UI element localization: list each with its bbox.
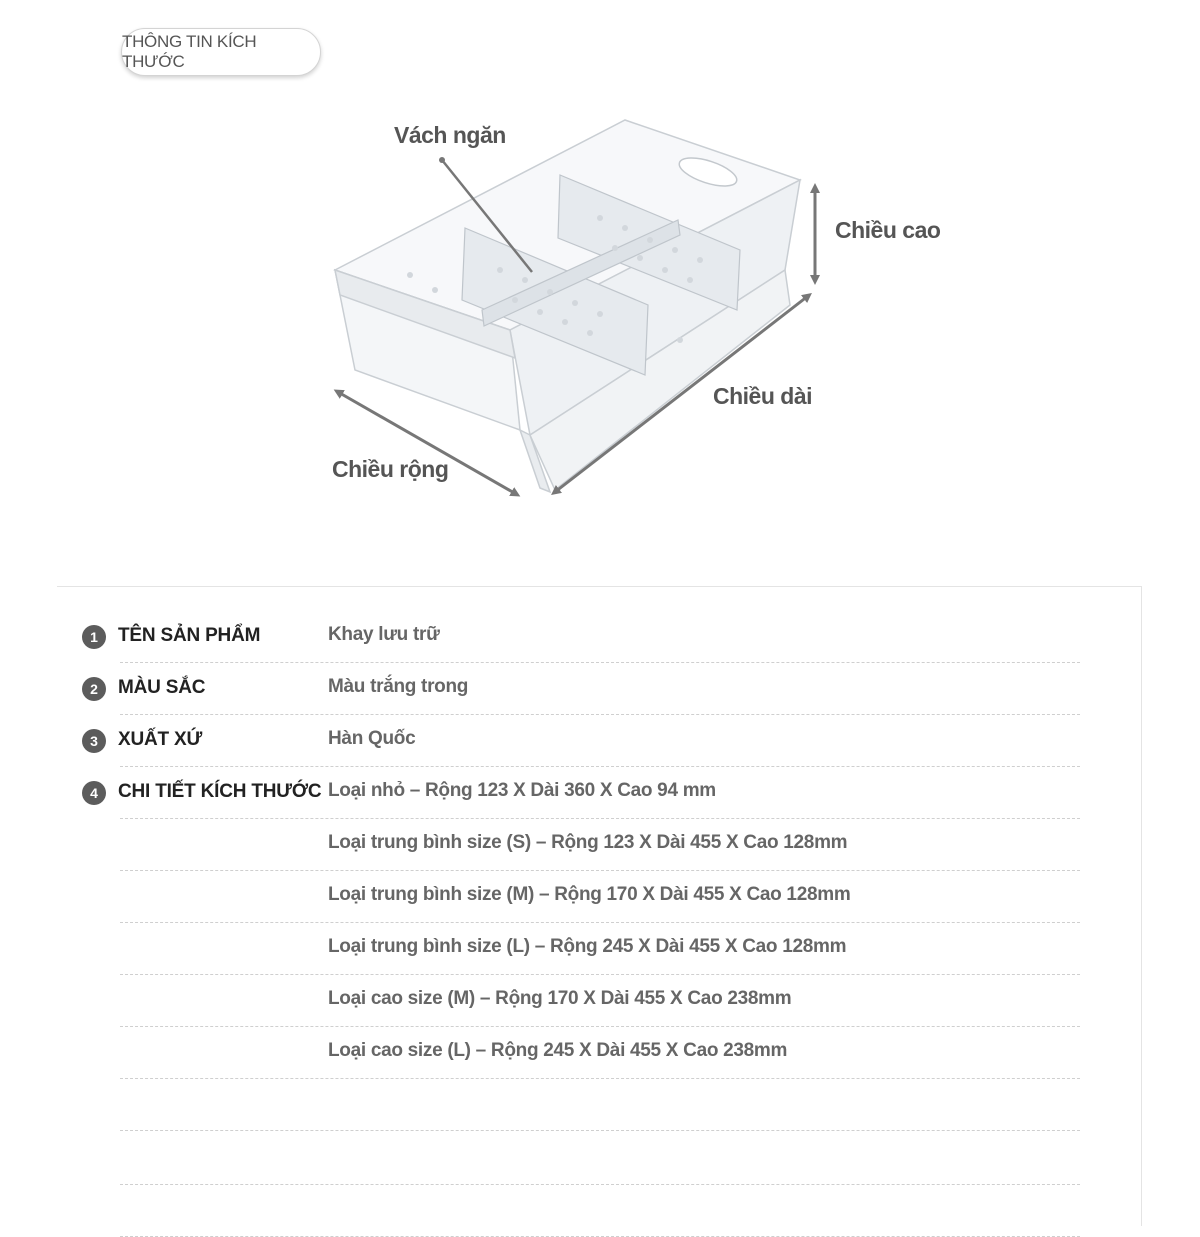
section-title: THÔNG TIN KÍCH THƯỚC <box>121 28 321 76</box>
size-detail: Loại cao size (L) – Rộng 245 X Dài 455 X Cao 238mm <box>328 1040 788 1061</box>
spec-value: Hàn Quốc <box>328 728 416 749</box>
spec-row <box>120 715 1080 767</box>
number-badge: 4 <box>82 781 106 805</box>
spec-row <box>120 611 1080 663</box>
spec-value: Màu trắng trong <box>328 676 469 697</box>
empty-row <box>120 1079 1080 1131</box>
length-label: Chiều dài <box>713 383 813 409</box>
number-badge: 1 <box>82 625 106 649</box>
empty-row <box>120 1133 1080 1185</box>
size-detail: Loại trung bình size (M) – Rộng 170 X Dài 455 X Cao 128mm <box>328 884 851 905</box>
size-detail: Loại trung bình size (L) – Rộng 245 X Dài 455 X Cao 128mm <box>328 936 847 957</box>
spec-label: MÀU SẮC <box>118 677 206 698</box>
spec-value: Khay lưu trữ <box>328 624 440 645</box>
number-badge: 2 <box>82 677 106 701</box>
size-detail: Loại trung bình size (S) – Rộng 123 X Dài 455 X Cao 128mm <box>328 832 848 853</box>
spec-row <box>120 663 1080 715</box>
number-badge: 3 <box>82 729 106 753</box>
spec-label: XUẤT XỨ <box>118 729 203 750</box>
width-label: Chiều rộng <box>332 456 449 482</box>
spec-label: CHI TIẾT KÍCH THƯỚC <box>118 781 322 802</box>
spec-label: TÊN SẢN PHẨM <box>118 625 261 646</box>
size-detail: Loại cao size (M) – Rộng 170 X Dài 455 X Cao 238mm <box>328 988 792 1009</box>
product-diagram <box>300 100 960 520</box>
divider-label: Vách ngăn <box>394 122 506 148</box>
height-label: Chiều cao <box>835 217 941 243</box>
spec-value: Loại nhỏ – Rộng 123 X Dài 360 X Cao 94 mm <box>328 780 716 801</box>
empty-row <box>120 1185 1080 1237</box>
